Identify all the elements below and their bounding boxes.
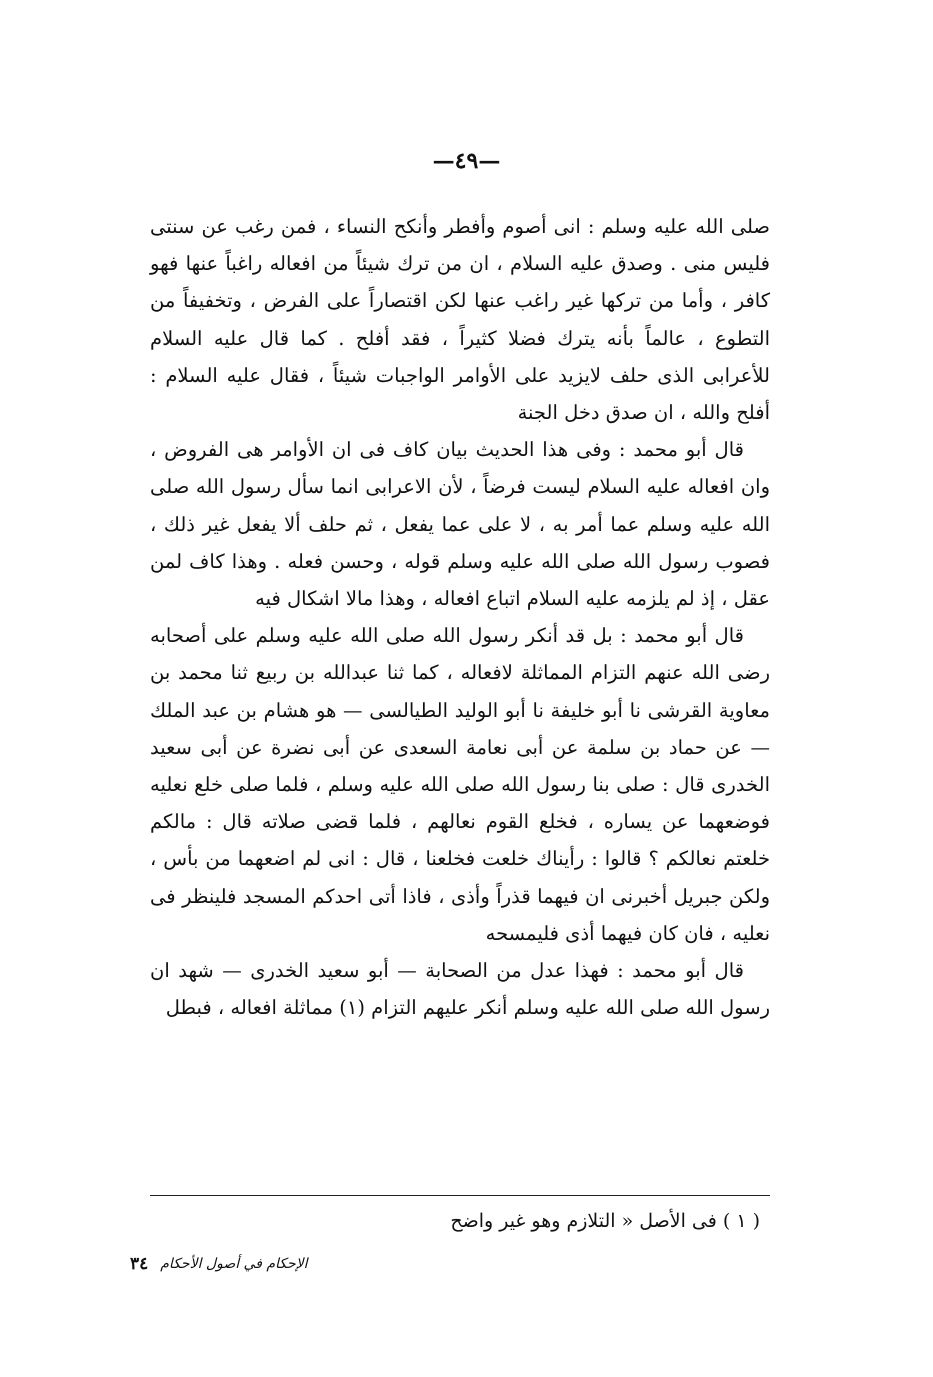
paragraph-3: قال أبو محمد : بل قد أنكر رسول الله صلى الله عليه وسلم على أصحابه رضى الله عنهم التزام المماثلة لافعاله ، كما ثنا عبدالله بن ربيع ثنا محمد بن معاوية القرشى نا أبو خليفة نا أبو الوليد الطيالسى — هو هشام بن عبد الملك — عن حماد بن سلمة عن أبى نعامة السعدى عن أبى نضرة عن أبى سعيد الخدرى قال : صلى بنا رسول الله صلى الله عليه وسلم ، فلما صلى خلع نعليه فوضعهما عن يساره ، فخلع القوم نعالهم ، فلما قضى صلاته قال : مالكم خلعتم نعالكم ؟ قالوا : رأيناك خلعت فخلعنا ، قال : انى لم اضعهما من بأس ، ولكن جبريل أخبرنى ان فيهما قذراً وأذى ، فاذا أتى احدكم المسجد فلينظر فى نعليه ، فان كان فيهما أذى فليمسحه xyxy=(150,624,770,945)
paragraph-2: قال أبو محمد : وفى هذا الحديث بيان كاف فى ان الأوامر هى الفروض ، وان افعاله عليه السلام ليست فرضاً ، لأن الاعرابى انما سأل رسول الله صلى الله عليه وسلم عما أمر به ، لا على عما يفعل ، ثم حلف ألا يفعل غير ذلك ، فصوب رسول الله صلى الله عليه وسلم قوله ، وحسن فعله . وهذا كاف لمن عقل ، إذ لم يلزمه عليه السلام اتباع افعاله ، وهذا مالا اشكال فيه xyxy=(150,438,770,611)
footnote: ( ١ ) فى الأصل « التلازم وهو غير واضح xyxy=(450,1210,760,1232)
book-title: الإحكام في أصول الأحكام xyxy=(160,1256,308,1272)
page-number: —٤٩— xyxy=(432,148,501,174)
paragraph-1: صلى الله عليه وسلم : انى أصوم وأفطر وأنكح النساء ، فمن رغب عن سنتى فليس منى . وصدق عليه السلام ، ان من ترك شيئاً من افعاله راغباً عنها فهو كافر ، وأما من تركها غير راغب عنها لكن اقتصاراً على الفرض ، وتخفيفاً من التطوع ، عالماً بأنه يترك فضلا كثيراً ، فقد أفلح . كما قال عليه السلام للأعرابى الذى حلف لايزيد على الأوامر الواجبات شيئاً ، فقال عليه السلام : أفلح والله ، ان صدق دخل الجنة xyxy=(150,215,770,425)
footer-signature-number: ٣٤ xyxy=(130,1254,149,1274)
footnote-divider xyxy=(150,1195,770,1196)
main-text xyxy=(150,208,770,1026)
paragraph-4: قال أبو محمد : فهذا عدل من الصحابة — أبو سعيد الخدرى — شهد ان رسول الله صلى الله عليه وسلم أنكر عليهم التزام (١) مماثلة افعاله ، فبطل xyxy=(150,959,770,1020)
book-footer xyxy=(130,1254,308,1274)
